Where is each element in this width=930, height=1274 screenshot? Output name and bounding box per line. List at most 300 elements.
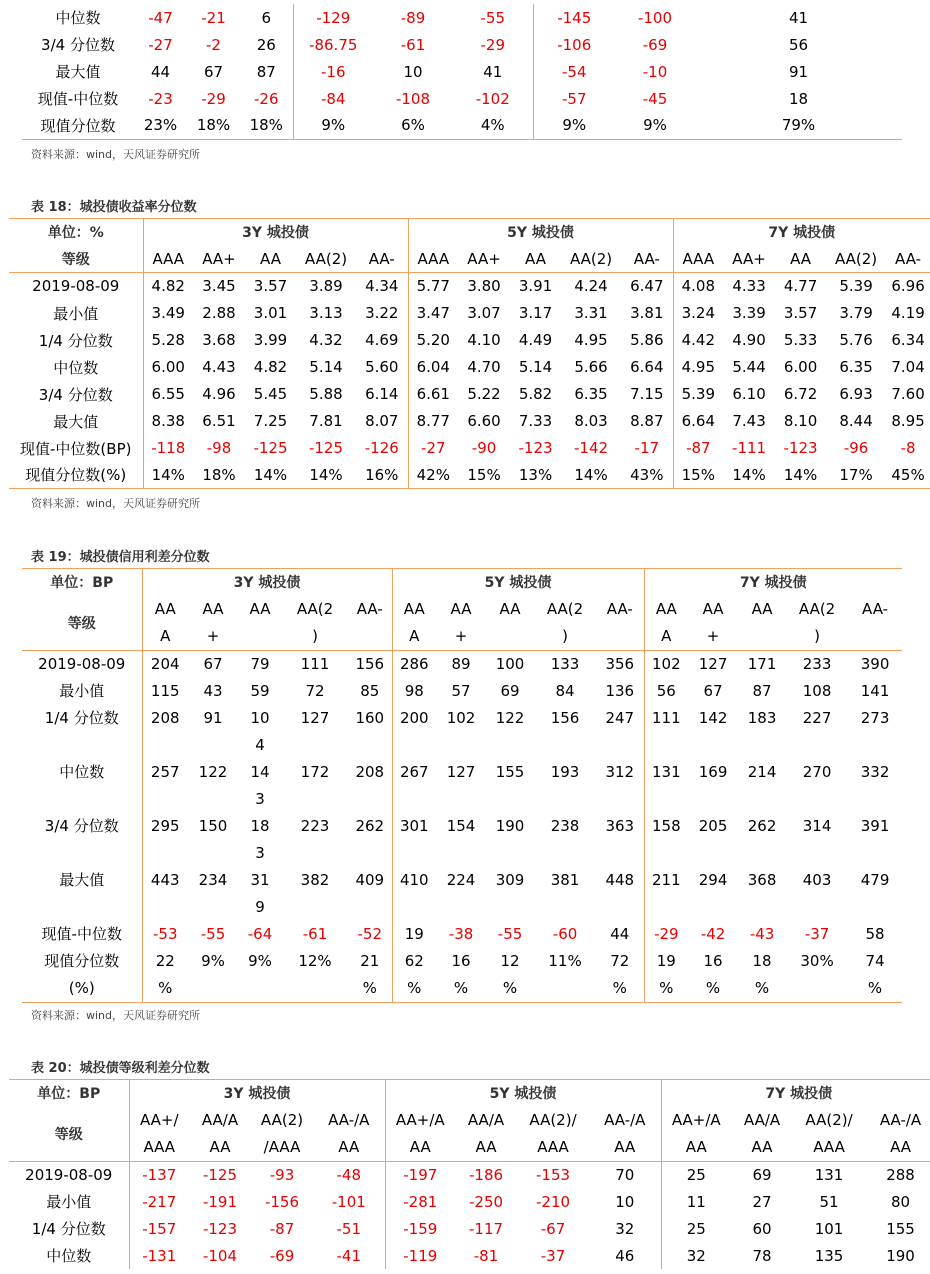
table-cell: 6 bbox=[261, 8, 272, 27]
grade-line: ) bbox=[312, 626, 318, 645]
grade-line: AA bbox=[249, 599, 271, 618]
cell-line: % bbox=[158, 978, 173, 997]
grade-header: AA bbox=[260, 249, 281, 268]
header-row bbox=[9, 246, 930, 273]
table-cell: 3.39 bbox=[732, 304, 766, 322]
table-cell: 10 bbox=[615, 1192, 635, 1211]
grade-line: AA bbox=[338, 1137, 360, 1156]
cell-line: -29 bbox=[654, 924, 679, 943]
header-row bbox=[22, 596, 902, 651]
table-cell: 7.33 bbox=[518, 412, 553, 430]
table-row bbox=[22, 705, 902, 759]
table-cell: -29 bbox=[201, 89, 226, 108]
table-cell: 8.03 bbox=[574, 412, 608, 430]
grade-line: AA bbox=[403, 599, 425, 618]
cell-line: 156 bbox=[355, 654, 385, 673]
table-cell bbox=[188, 705, 238, 759]
cell-line: 44 bbox=[610, 924, 630, 943]
grade-label: 等级 bbox=[67, 615, 96, 632]
table-cell: 4.08 bbox=[673, 273, 723, 300]
table-cell: 4.19 bbox=[891, 304, 925, 322]
cell-line: 409 bbox=[355, 870, 385, 889]
table-cell: 42% bbox=[408, 462, 458, 489]
table-cell: 4.34 bbox=[365, 277, 399, 296]
cell-line: 214 bbox=[747, 762, 777, 781]
cell-line: 156 bbox=[550, 708, 580, 727]
cell-line: 208 bbox=[150, 708, 180, 727]
row-label bbox=[22, 948, 142, 1003]
cell-line: % bbox=[362, 978, 377, 997]
cell-line: 403 bbox=[802, 870, 832, 889]
row-label-line: 最小值 bbox=[59, 681, 105, 700]
table-cell: -217 bbox=[129, 1188, 189, 1215]
table-cell: -37 bbox=[540, 1246, 566, 1265]
table-cell: 3.24 bbox=[673, 300, 723, 327]
cell-line: 18 bbox=[752, 951, 772, 970]
grade-header bbox=[282, 596, 348, 651]
table-cell: 3.17 bbox=[518, 304, 553, 322]
table-cell: 6.60 bbox=[467, 412, 501, 430]
table-cell: -21 bbox=[201, 8, 226, 27]
cell-line: 9% bbox=[201, 951, 225, 970]
table-cell bbox=[486, 813, 534, 867]
grade-header bbox=[644, 596, 688, 651]
table-cell bbox=[848, 705, 902, 759]
table-row bbox=[9, 462, 930, 489]
row-label bbox=[22, 705, 142, 759]
row-label: 最小值 bbox=[46, 1193, 92, 1211]
cell-line: 98 bbox=[404, 681, 424, 700]
grade-header bbox=[731, 1107, 793, 1162]
cell-line: 309 bbox=[495, 870, 525, 889]
table-cell bbox=[238, 867, 282, 921]
grade-line: AA-/A bbox=[879, 1110, 922, 1129]
grade-line: AA- bbox=[862, 599, 889, 618]
table-cell: 70 bbox=[615, 1165, 635, 1184]
grade-line: AAA bbox=[537, 1137, 569, 1156]
table-cell: -16 bbox=[293, 58, 373, 85]
cell-line: 122 bbox=[495, 708, 525, 727]
cell-line: -55 bbox=[497, 924, 523, 943]
cell-line: 155 bbox=[495, 762, 525, 781]
table-cell bbox=[688, 759, 738, 813]
table-cell bbox=[436, 921, 486, 948]
cell-line: 391 bbox=[860, 816, 890, 835]
table-cell bbox=[392, 678, 436, 705]
row-label: 现值分位数 bbox=[40, 116, 116, 135]
grade-header: AA(2) bbox=[304, 249, 348, 268]
table-cell bbox=[436, 678, 486, 705]
grade-header bbox=[189, 1107, 251, 1162]
table-cell bbox=[238, 705, 282, 759]
table-cell bbox=[486, 650, 534, 678]
cell-line: 67 bbox=[703, 681, 723, 700]
table-cell: 3.91 bbox=[518, 277, 553, 296]
cell-line: 43 bbox=[203, 681, 223, 700]
table-cell: 78 bbox=[752, 1246, 772, 1265]
table-18 bbox=[9, 218, 930, 489]
table-cell bbox=[534, 650, 596, 678]
table-cell: 3.57 bbox=[253, 277, 288, 296]
grade-line: AA bbox=[751, 1137, 773, 1156]
table-cell: 8.38 bbox=[143, 408, 193, 435]
table-cell: 9% bbox=[293, 112, 373, 139]
grade-header: AAA bbox=[673, 246, 723, 273]
grade-header bbox=[786, 596, 848, 651]
table-cell: -2 bbox=[206, 35, 221, 54]
table-cell: 18% bbox=[196, 116, 231, 135]
table-cell bbox=[786, 759, 848, 813]
cell-line: % bbox=[612, 978, 627, 997]
table-cell: 14% bbox=[783, 465, 818, 484]
cell-line: 14 bbox=[250, 762, 270, 781]
cell-line: 115 bbox=[150, 681, 180, 700]
table-cell: 5.28 bbox=[143, 327, 193, 354]
grade-header: AA(2) bbox=[834, 249, 878, 268]
grade-line: AA(2)/ bbox=[805, 1110, 853, 1129]
cell-line: % bbox=[407, 978, 422, 997]
table-cell: -125 bbox=[253, 439, 288, 457]
cell-line: 59 bbox=[250, 681, 270, 700]
table-cell: 4.42 bbox=[673, 327, 723, 354]
table-cell: 3.99 bbox=[253, 331, 288, 349]
cell-line: 262 bbox=[355, 816, 385, 835]
table-cell bbox=[238, 678, 282, 705]
table-cell: 4.69 bbox=[365, 331, 399, 349]
table-cell: 80 bbox=[890, 1192, 911, 1211]
table-row bbox=[22, 921, 902, 948]
cell-line: 57 bbox=[451, 681, 471, 700]
grade-header bbox=[188, 596, 238, 651]
table-cell: 32 bbox=[615, 1219, 635, 1238]
grade-header: AA bbox=[525, 249, 546, 268]
table-cell: -67 bbox=[540, 1219, 566, 1238]
table-cell bbox=[786, 948, 848, 1003]
table-cell: -123 bbox=[783, 439, 818, 457]
grade-line: AAA bbox=[813, 1137, 845, 1156]
table-cell bbox=[596, 813, 644, 867]
cell-line: 9 bbox=[255, 897, 265, 916]
table-cell bbox=[188, 867, 238, 921]
table-cell: 6.00 bbox=[143, 354, 193, 381]
cell-line: 158 bbox=[651, 816, 681, 835]
table-cell bbox=[596, 759, 644, 813]
table-cell bbox=[436, 813, 486, 867]
row-label-line: 2019-08-09 bbox=[38, 654, 126, 673]
table-cell: -191 bbox=[202, 1192, 238, 1211]
table-row bbox=[9, 1188, 930, 1215]
table-cell: 79% bbox=[781, 116, 816, 135]
cell-line: 21 bbox=[360, 951, 380, 970]
cell-line: -55 bbox=[200, 924, 226, 943]
row-label bbox=[22, 867, 142, 921]
table-cell: 15% bbox=[673, 462, 723, 489]
table-cell: -54 bbox=[533, 58, 615, 85]
table-cell: 18% bbox=[202, 465, 236, 484]
table-20 bbox=[9, 1079, 930, 1269]
table-cell bbox=[644, 867, 688, 921]
grade-line: AA(2 bbox=[296, 599, 334, 618]
table-row bbox=[9, 300, 930, 327]
table-cell: -119 bbox=[385, 1242, 455, 1269]
table-cell: -87 bbox=[673, 435, 723, 462]
table-cell: 26 bbox=[256, 35, 276, 54]
cell-line: % bbox=[659, 978, 674, 997]
table-cell: -41 bbox=[336, 1246, 361, 1265]
table-cell bbox=[534, 813, 596, 867]
cell-line: 136 bbox=[605, 681, 635, 700]
table-cell bbox=[436, 705, 486, 759]
table-cell: 6.61 bbox=[408, 381, 458, 408]
grade-line: AA+/A bbox=[671, 1110, 721, 1129]
grade-line: AA bbox=[702, 599, 724, 618]
table-cell: 101 bbox=[814, 1219, 844, 1238]
grade-header bbox=[348, 596, 392, 651]
cell-line: 247 bbox=[605, 708, 635, 727]
row-label: 最大值 bbox=[53, 412, 99, 431]
source-note-17: 资料来源：wind，天风证券研究所 bbox=[31, 148, 201, 161]
grade-line: + bbox=[454, 626, 468, 645]
grade-label: 等级 bbox=[54, 1126, 83, 1143]
grade-line: AA-/A bbox=[604, 1110, 646, 1129]
table-cell: 10 bbox=[403, 62, 423, 81]
cell-line: 19 bbox=[404, 924, 424, 943]
table-cell bbox=[142, 678, 188, 705]
table-cell: 8.95 bbox=[891, 412, 925, 430]
table-cell: -98 bbox=[206, 439, 232, 457]
grade-header bbox=[455, 1107, 517, 1162]
table-cell bbox=[596, 705, 644, 759]
group-header: 3Y 城投债 bbox=[129, 1080, 385, 1107]
table-cell: 8.10 bbox=[783, 412, 818, 430]
cell-line: 30% bbox=[800, 951, 834, 970]
table-cell: 8.07 bbox=[365, 412, 399, 430]
table-cell: 27 bbox=[752, 1192, 772, 1211]
cell-line: -52 bbox=[357, 924, 383, 943]
table-cell: -111 bbox=[732, 439, 767, 457]
table-cell: 6.04 bbox=[408, 354, 458, 381]
grade-line bbox=[348, 623, 392, 650]
cell-line: 127 bbox=[446, 762, 476, 781]
table-cell: -10 bbox=[642, 62, 668, 81]
grade-line: AA/A bbox=[467, 1110, 505, 1129]
table-17 bbox=[22, 4, 902, 140]
cell-line: 85 bbox=[360, 681, 380, 700]
table-cell: 14% bbox=[143, 462, 193, 489]
cell-line: % bbox=[453, 978, 469, 997]
grade-line: + bbox=[706, 626, 720, 645]
grade-header bbox=[486, 596, 534, 651]
row-label bbox=[22, 678, 142, 705]
table-cell bbox=[534, 867, 596, 921]
grade-line bbox=[738, 623, 786, 650]
cell-line: -38 bbox=[448, 924, 474, 943]
table-cell bbox=[348, 650, 392, 678]
cell-line: 262 bbox=[747, 816, 777, 835]
table-cell: -86.75 bbox=[293, 31, 373, 58]
table-cell bbox=[238, 921, 282, 948]
grade-line: + bbox=[206, 626, 220, 645]
row-label: 2019-08-09 bbox=[32, 277, 120, 296]
cell-line: 286 bbox=[399, 654, 429, 673]
grade-line bbox=[486, 623, 534, 650]
table-cell: 4.70 bbox=[467, 358, 501, 376]
table-cell: 44 bbox=[150, 62, 171, 81]
table-cell bbox=[348, 921, 392, 948]
table-cell: 6.51 bbox=[202, 412, 236, 430]
table-cell: 6.93 bbox=[839, 385, 873, 403]
table-cell: 14% bbox=[309, 465, 343, 484]
table-19-title: 表 19：城投债信用利差分位数 bbox=[31, 550, 210, 565]
cell-line: 314 bbox=[802, 816, 832, 835]
table-cell bbox=[282, 948, 348, 1003]
table-cell: -69 bbox=[269, 1246, 295, 1265]
table-cell: 5.45 bbox=[253, 385, 288, 403]
grade-header bbox=[865, 1107, 930, 1162]
table-cell: 6.34 bbox=[891, 331, 925, 349]
cell-line: 448 bbox=[605, 870, 635, 889]
table-cell bbox=[786, 813, 848, 867]
grade-header: AAA bbox=[408, 246, 458, 273]
group-header: 3Y 城投债 bbox=[142, 569, 392, 596]
unit-label: 单位：BP bbox=[50, 575, 114, 592]
grade-line: A bbox=[409, 626, 420, 645]
table-cell: -8 bbox=[900, 439, 916, 457]
cell-line: 183 bbox=[747, 708, 777, 727]
table-cell: 3.89 bbox=[309, 277, 343, 296]
table-cell: -250 bbox=[468, 1192, 504, 1211]
table-row bbox=[22, 813, 902, 867]
table-cell: 25 bbox=[661, 1215, 731, 1242]
cell-line: 141 bbox=[860, 681, 890, 700]
table-row bbox=[9, 354, 930, 381]
table-cell: 3.07 bbox=[467, 304, 501, 322]
row-label: 中位数 bbox=[55, 9, 101, 27]
table-cell bbox=[142, 650, 188, 678]
table-cell: 6.35 bbox=[839, 358, 873, 376]
table-row bbox=[22, 867, 902, 921]
table-cell bbox=[786, 921, 848, 948]
table-cell: -156 bbox=[264, 1192, 300, 1211]
table-cell bbox=[238, 813, 282, 867]
table-cell: 8.44 bbox=[839, 412, 873, 430]
grade-line: AA/A bbox=[201, 1110, 239, 1129]
table-cell: 6.55 bbox=[143, 381, 193, 408]
row-label: 现值-中位数(BP) bbox=[20, 439, 132, 458]
table-cell: 7.60 bbox=[891, 385, 925, 403]
table-cell bbox=[238, 759, 282, 813]
table-cell: 5.33 bbox=[783, 331, 818, 349]
row-label: 1/4 分位数 bbox=[31, 1220, 106, 1238]
row-label: 现值-中位数 bbox=[37, 90, 119, 108]
table-cell: 69 bbox=[752, 1165, 772, 1184]
table-cell: 5.22 bbox=[467, 385, 501, 403]
table-cell: 4.95 bbox=[673, 354, 723, 381]
table-cell: 13% bbox=[518, 465, 553, 484]
grade-line: A bbox=[160, 626, 171, 645]
table-cell bbox=[238, 650, 282, 678]
table-cell: 51 bbox=[819, 1192, 839, 1211]
grade-header: AA+ bbox=[732, 249, 766, 268]
table-cell: 6.00 bbox=[783, 358, 818, 376]
table-cell: -69 bbox=[642, 35, 668, 54]
grade-line: AA(2 bbox=[798, 599, 836, 618]
table-cell bbox=[282, 813, 348, 867]
cell-line: 190 bbox=[495, 816, 525, 835]
cell-line: -42 bbox=[700, 924, 726, 943]
cell-line: 273 bbox=[860, 708, 890, 727]
table-cell: 135 bbox=[814, 1246, 844, 1265]
cell-line: 301 bbox=[399, 816, 429, 835]
table-cell bbox=[688, 948, 738, 1003]
table-cell bbox=[738, 948, 786, 1003]
table-cell: 5.82 bbox=[518, 385, 553, 403]
grade-header bbox=[596, 596, 644, 651]
cell-line: 67 bbox=[203, 654, 223, 673]
grade-line: AA/A bbox=[743, 1110, 781, 1129]
unit-label: 单位：BP bbox=[37, 1086, 101, 1103]
cell-line: 479 bbox=[860, 870, 890, 889]
table-cell: 7.81 bbox=[309, 412, 343, 430]
table-cell bbox=[282, 867, 348, 921]
table-cell bbox=[436, 650, 486, 678]
table-cell: 14% bbox=[253, 465, 288, 484]
cell-line: 238 bbox=[550, 816, 580, 835]
cell-line: 79 bbox=[250, 654, 270, 673]
table-cell: 3.31 bbox=[574, 304, 608, 322]
table-cell: 11 bbox=[661, 1188, 731, 1215]
cell-line: -61 bbox=[302, 924, 328, 943]
table-cell: -125 bbox=[202, 1165, 238, 1184]
grade-line: /AAA bbox=[263, 1137, 301, 1156]
table-cell: -153 bbox=[535, 1165, 571, 1184]
table-cell: -131 bbox=[129, 1242, 189, 1269]
grade-header bbox=[848, 596, 902, 651]
table-cell bbox=[534, 948, 596, 1003]
cell-line: 31 bbox=[250, 870, 270, 889]
table-cell bbox=[688, 705, 738, 759]
table-cell bbox=[848, 948, 902, 1003]
grade-line: AA bbox=[450, 599, 472, 618]
table-cell: 6.14 bbox=[365, 385, 399, 403]
table-cell: 87 bbox=[256, 62, 276, 81]
cell-line: 22 bbox=[155, 951, 175, 970]
table-cell: -55 bbox=[480, 8, 505, 27]
row-label: 3/4 分位数 bbox=[38, 385, 113, 404]
grade-line: AA(2) bbox=[260, 1110, 304, 1129]
cell-line: 267 bbox=[399, 762, 429, 781]
grade-line bbox=[848, 623, 902, 650]
table-cell: -27 bbox=[148, 35, 173, 54]
table-cell: -123 bbox=[202, 1219, 238, 1238]
table-cell bbox=[348, 948, 392, 1003]
table-row bbox=[9, 408, 930, 435]
table-cell bbox=[688, 650, 738, 678]
table-cell: 5.39 bbox=[673, 381, 723, 408]
cell-line: 19 bbox=[656, 951, 676, 970]
table-cell bbox=[142, 759, 188, 813]
group-header: 5Y 城投债 bbox=[392, 569, 644, 596]
table-cell: -27 bbox=[408, 435, 458, 462]
table-cell bbox=[534, 678, 596, 705]
table-cell: 7.25 bbox=[253, 412, 288, 430]
table-cell: 3.45 bbox=[202, 277, 236, 296]
table-cell: 6.72 bbox=[783, 385, 818, 403]
cell-line: 84 bbox=[555, 681, 575, 700]
table-cell bbox=[848, 867, 902, 921]
table-row bbox=[22, 58, 902, 85]
unit-label: 单位：% bbox=[47, 225, 104, 242]
